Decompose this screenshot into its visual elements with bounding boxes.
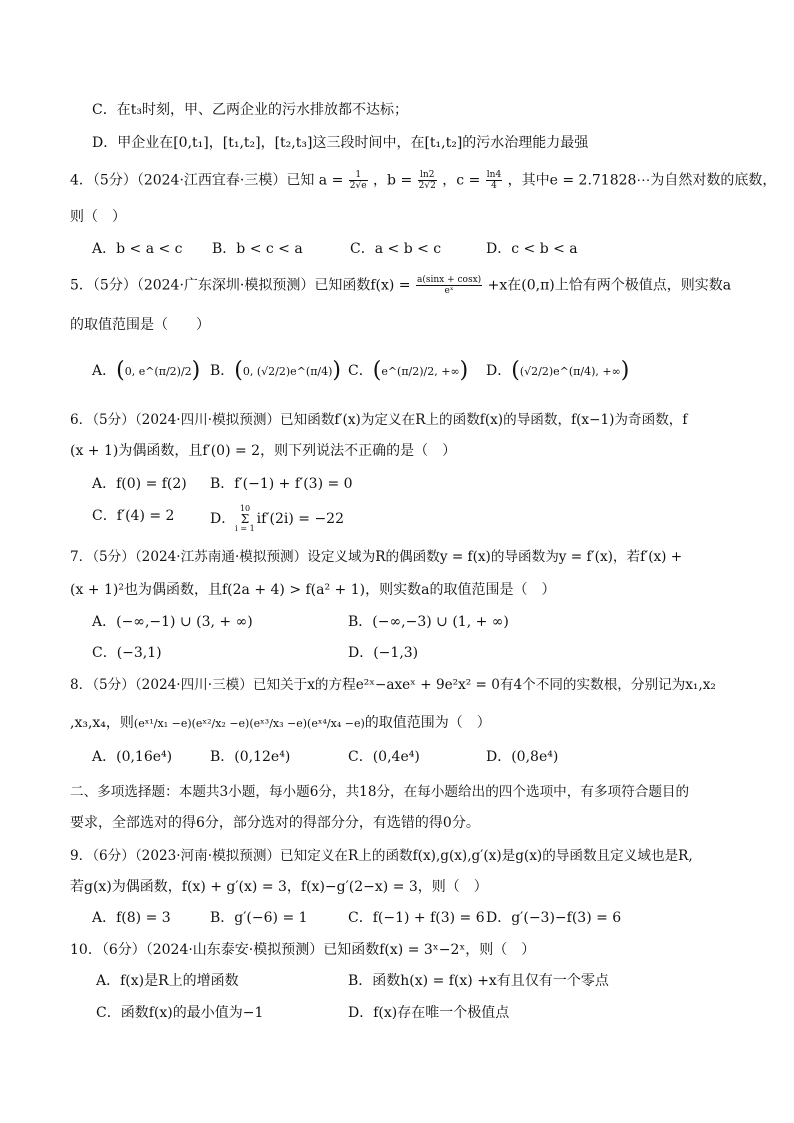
q10-option-c: C．函数f(x)的最小值为−1 [96,1005,264,1021]
q4-stem-line2: 则（ ） [70,209,126,225]
q8-option-b: B．(0,12e⁴) [210,749,291,765]
q5-option-d-rparen: ) [620,358,630,383]
q3-option-d: D．甲企业在[0,t₁]，[t₁,t₂]，[t₂,t₃]这三段时间中，在[t₁,t₂]的污水治理能力最强 [92,135,589,151]
q9-option-c: C．f(−1) + f(3) = 6 [348,910,485,926]
q5-option-b-lparen: ( [234,358,243,383]
q5-stem-line1 [70,275,731,296]
q6-option-a: A．f(0) = f(2) [92,476,187,492]
q6-stem-line2: (x + 1)为偶函数，且f′(0) = 2，则下列说法不正确的是（ ） [70,443,457,459]
q9-option-b: B．g′(−6) = 1 [210,910,308,926]
q4-stem-line1 [70,170,776,191]
q4-b-label: ，b = [373,172,413,189]
q5-f-fraction [416,275,482,296]
q7-stem-line2: (x + 1)²也为偶函数，且f(2a + 4) > f(a² + 1)，则实数a的取值范围是（ ） [70,582,556,598]
q4-option-d: D．c < b < a [486,241,578,257]
q4-b-den: 2√2 [418,181,436,191]
q6-option-d-label: D． [210,511,236,527]
q4-option-b: B．b < c < a [212,241,303,257]
q5-option-d-body: (√2/2)e^(π/4), +∞ [519,365,621,378]
q7-option-a: A．(−∞,−1) ∪ (3, + ∞) [92,614,253,630]
q6-sum-sign [235,505,254,533]
q5-option-b-label: B． [210,363,235,379]
q6-sum-top: 10 [239,504,251,513]
q4-a-den: 2√e [349,181,367,191]
q8-stem-post: 的取值范围为（ ） [364,715,491,731]
q3-option-c: C．在t₃时刻，甲、乙两企业的污水排放都不达标； [92,102,408,118]
q10-option-d: D．f(x)存在唯一个极值点 [348,1005,510,1021]
section2-instructions-line2: 要求，全部选对的得6分，部分选对的得部分分，有选错的得0分。 [70,815,480,831]
q4-a-label: a = [318,172,344,189]
q10-option-a: A．f(x)是R上的增函数 [96,973,239,989]
q4-b-fraction [418,170,437,191]
q5-stem-post: +x在(0,π)上恰有两个极值点，则实数a [487,277,732,294]
q4-a-num: 1 [349,170,368,181]
q4-c-num: ln4 [486,170,502,180]
q8-option-a: A．(0,16e⁴) [92,749,173,765]
q10-option-b: B．函数h(x) = f(x) +x有且仅有一个零点 [348,973,609,989]
q4-b-num: ln2 [418,170,437,181]
q5-option-a-rparen: ) [191,358,201,383]
section2-instructions-line1: 二、多项选择题：本题共3小题，每小题6分，共18分，在每小题给出的四个选项中，有多项符合题目的 [70,784,690,800]
q4-c-label: ，c = [442,172,481,189]
q7-stem-line1: 7．（5分）（2024·江苏南通·模拟预测）设定义域为R的偶函数y = f(x)的导函数为y = f′(x)，若f′(x) + [70,549,683,565]
q5-option-d-label: D． [486,363,512,379]
q9-stem-line2: 若g(x)为偶函数，f(x) + g′(x) = 3，f(x)−g′(2−x) = 3，则（ ） [70,879,488,895]
q7-option-b: B．(−∞,−3) ∪ (1, + ∞) [348,614,509,630]
q6-sigma-icon: Σ [240,512,250,526]
q9-stem-line1: 9．（6分）（2023·河南·模拟预测）已知定义在R上的函数f(x),g(x),g′(x)是g(x)的导函数且定义域也是R, [70,848,693,864]
q7-option-c: C．(−3,1) [92,645,162,661]
q4-stem-pre: 4．（5分）（2024·江西宜春·三模）已知 [70,172,315,189]
q5-f-num: a(sinx + cosx) [416,275,482,285]
q5-option-b-body: 0, (√2/2)e^(π/4) [242,365,333,378]
q9-option-a: A．f(8) = 3 [92,910,171,926]
q4-option-c: C．a < b < c [350,241,442,257]
q5-option-c-lparen: ( [372,358,382,383]
q5-option-b [210,360,341,383]
q6-sum-bot: i = 1 [235,524,255,533]
q6-option-d-body: if′(2i) = −22 [256,511,344,527]
q5-option-c-body: e^(π/2)/2, +∞ [381,365,460,378]
q9-option-d: D．g′(−3)−f(3) = 6 [486,910,622,926]
q7-option-d: D．(−1,3) [348,645,419,661]
q6-option-d [210,505,344,533]
q4-option-a: A．b < a < c [92,241,183,257]
q5-option-c-label: C． [348,363,373,379]
q5-option-d [486,360,629,383]
q6-option-c: C．f′(4) = 2 [92,508,175,524]
q6-stem-line1: 6．（5分）（2024·四川·模拟预测）已知函数f′(x)为定义在R上的函数f(x)的导函数，f(x−1)为奇函数，f [70,412,688,428]
q5-option-a-body: 0, e^(π/2)/2 [124,365,192,378]
q5-option-a-lparen: ( [116,358,125,383]
q5-option-c-rparen: ) [459,358,469,383]
q5-option-b-rparen: ) [332,358,342,383]
q4-c-fraction [486,170,502,191]
q5-option-c [348,360,468,383]
q8-product-expression: (eˣ¹/x₁ −e)(eˣ²/x₂ −e)(eˣ³/x₃ −e)(eˣ⁴/x₄ −e) [133,717,365,730]
q5-option-d-lparen: ( [511,358,520,383]
q8-option-d: D．(0,8e⁴) [486,749,559,765]
q5-stem-line2: 的取值范围是（ ） [70,317,210,333]
q8-option-c: C．(0,4e⁴) [348,749,420,765]
q6-option-b: B．f′(−1) + f′(3) = 0 [210,476,353,492]
q5-f-den: eˣ [444,286,454,296]
q8-stem-line1: 8．（5分）（2024·四川·三模）已知关于x的方程e²ˣ−axeˣ + 9e²x² = 0有4个不同的实数根，分别记为x₁,x₂ [70,677,716,693]
q4-a-fraction [349,170,368,191]
q4-stem-post: ，其中e = 2.71828⋯为自然对数的底数， [507,172,777,189]
q8-stem-pre: ,x₃,x₄，则 [70,715,134,731]
q4-c-den: 4 [491,181,497,191]
q10-stem-line1: 10．（6分）（2024·山东泰安·模拟预测）已知函数f(x) = 3ˣ−2ˣ，则（ ） [70,942,536,958]
q8-stem-line2 [70,713,491,734]
q5-stem-pre: 5．（5分）（2024·广东深圳·模拟预测）已知函数f(x) = [70,277,411,294]
q5-option-a-label: A． [92,363,117,379]
q5-option-a [92,360,200,383]
